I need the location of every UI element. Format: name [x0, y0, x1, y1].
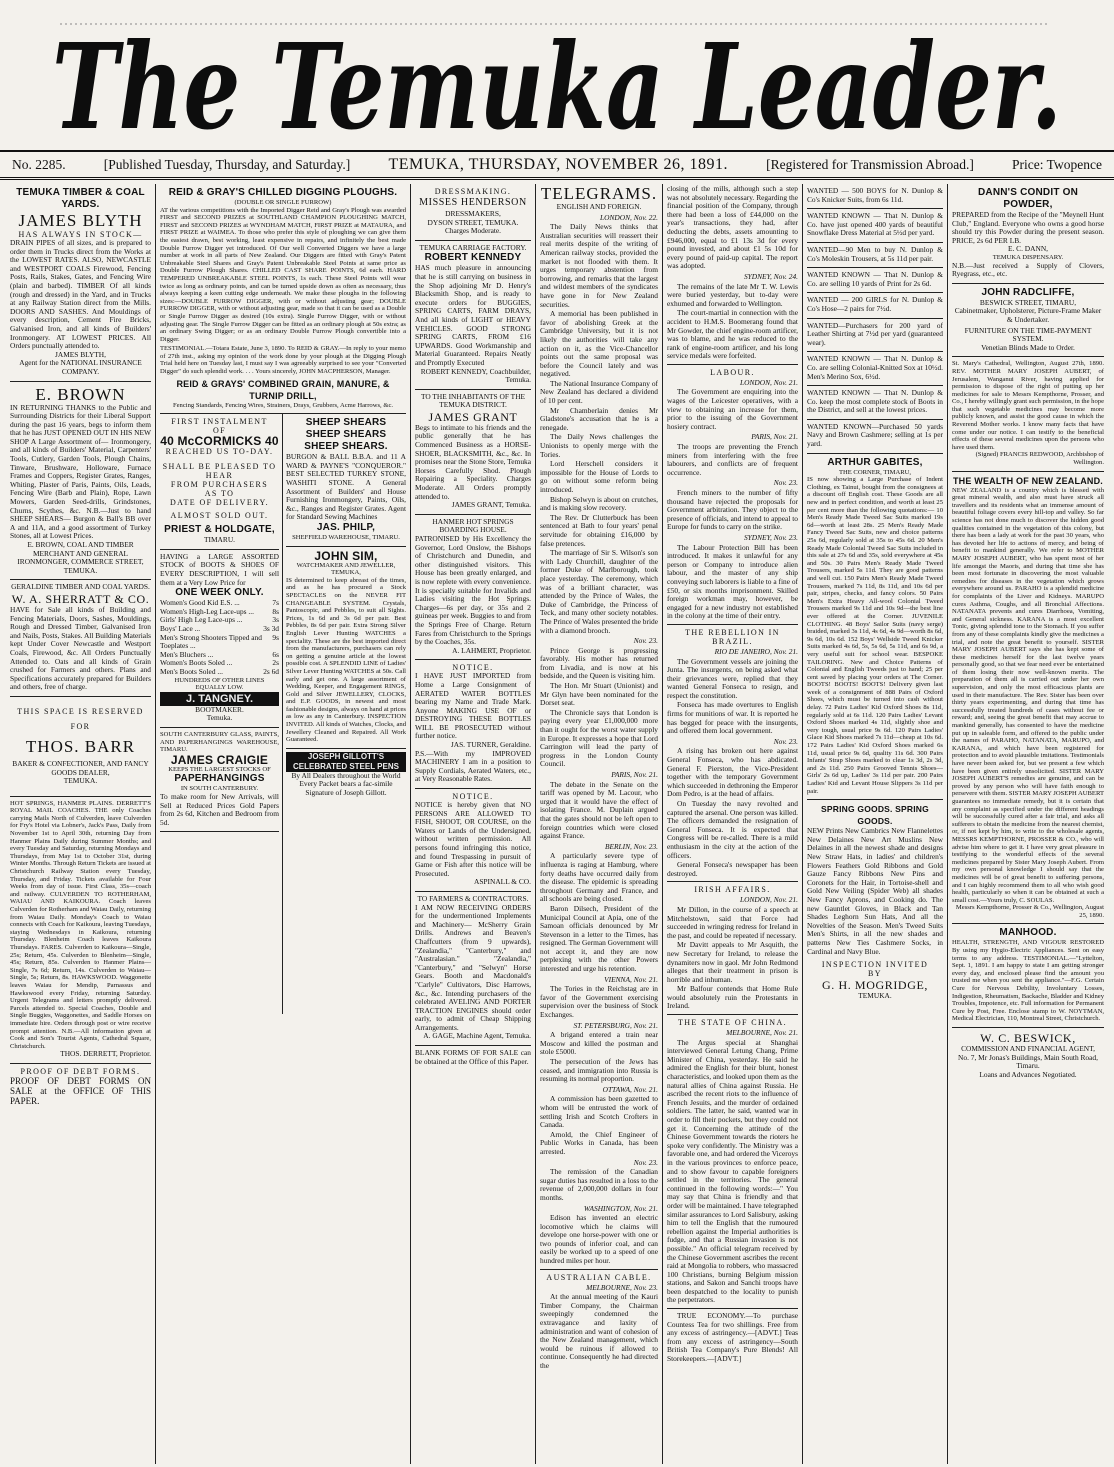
ad-charges: Charges Moderate.: [444, 226, 502, 236]
advertiser-name: MISSES HENDERSON: [419, 197, 527, 208]
ad-body: AT the various competitions with the Imported Digger Reid and Gray's Plough was awarded FIRST and SECOND PRIZES at SOUTHLAND CHAMPION PLOUGHING MATCH, FIRST and SECOND PRIZES at WYNDHAM MATCH, FIRST PRIZE at MATAURA, and FIRST PRIZE at WAIMEA. To those who prefer this style of ploughing we can give them the easiest drawn, best working, least expensive in repairs, and infinitely the best made Double Furrow Digger yet introduced. Of Our well Converted Diggers we have a large number at work in all parts of New Zealand. Our Diggers are fitted with Gray's Patent Unbreakable Steel Shares and Gray's Patent Unbreakable Steel Points at same price as Double Furrow Plough Shares. CHILLED CAST SHARE POINTS, 6d each. HARD TEMPERED UNBREAKABLE STEEL POINTS, 1s each. These Steel Points will wear twice as long as ordinary points, and can be turned upside down as often as necessary, thus always keeping a keen cutting edge underneath. We make these ploughs in the following sizes:—DOUBLE FURROW DIGGER, with or without adjusting gear; DOUBLE FURROW DIGGER, with or without adjusting gear, made so that it can be used as a Double or Single Furrow Digger as desired (10s extra). Single Furrow Digger, with or without adjusting gear. The Single Furrow Digger can be fitted as an ordinary plough at 50s extra; as an ordinary Swing Digger; or as an ordinary Double Furrow Plough convertible into a Digger.: [160, 206, 406, 343]
article-paragraph: The court-martial in connection with the accident to H.M.S. Boomerang found that Mr Gowder, the chief engine-room artificer, was to blame, and he was reduced to the rank of engine-room artificer, and his long service medals were forfeited.: [667, 308, 798, 361]
ad-body: HOT SPRINGS, HANMER PLAINS. DERRETT'S ROYAL MAIL COACHES. THE only Coaches carrying Mails North of Culverden, leave Culverden for Fry's Hotel via Lobner's, Jack's Pass, Daily from November 1st to April 30th, returning Day from Hanmer Plains Daily during Summer Months; and every Tuesday and Saturday, returning Mondays and Thursdays, from May 1st to October 31st, during Winter Months. Through Return Tickets are issued at Christchurch Railway Station every Tuesday, Thursday, and Friday. Tickets available for Four Weeks from day of issue. First Class, 35s—coach and railway. CULVERDEN TO ROTHERHAM, WAIAU AND KAIKOURA. Coach leaves Culverden for Rotherham and Waiau Daily, returning from Waiau Daily. Monday's Coach to Waiau connects with Coach for Kaikoura, leaving Tuesdays, staying Wednesdays in Kaikoura, returning Thursday. Blenheim Coach leaves Kaikoura Thursdays. FARES. Culverden to Kaikoura—Single, 25s; Return, 45s. Culverden to Blenheim—Single, 45s; Return, 85s. Culverden to Hanmer Plains—Single, 7s 6d; Return, 14s. Culverden to Waiau—Single, 5s; Return, 8s. HAWKSWOOD. Waggonette leaves Waiau for Mendip, Parnassus and Hawkswood every Friday, returning Saturday. Urgent Telegrams and letters promptly delivered. Parcels attended to. Special Coaches, Double and Single Buggies, Waggonettes, and Saddle Horses on immediate hire. Orders through post or wire receive prompt attention. N.B.—All information given at Cook and Son's Tourist Agents, Cathedral Square, Christchurch.: [10, 799, 151, 1050]
ad-reid-gray: [160, 184, 406, 414]
item-label: Men's Boots Soled ...: [160, 666, 223, 676]
ad-mogridge: [807, 800, 943, 1005]
ad-subheading: (DOUBLE OR SINGLE FURROW): [234, 199, 332, 206]
article-paragraph: The remission of the Canadian sugar duties has resulted in a loss to the revenue of 2,000,000 dollars in four months.: [540, 1167, 658, 1202]
advertiser-name: JOHN SIM,: [314, 548, 378, 563]
ad-signature: JAS. TURNER, Geraldine.: [450, 740, 531, 750]
ad-body: HAS much pleasure in announcing that he is still carrying on business in the Shop adjoining Mr D. Henry's Blacksmith Shop, and is ready to execute orders for BUGGIES, SPRING CARTS, FARM DRAYS, And all kinds of LIGHT or HEAVY VEHICLES. GOOD STRONG SPRING CARTS, FROM £16 UPWARDS. Good Workmanship and Material Guaranteed. Repairs Neatly and Promptly Executed: [415, 263, 531, 367]
article-paragraph: Mr Balfour contends that Home Rule would absolutely ruin the Protestants in Ireland.: [667, 984, 798, 1011]
ad-nb: N.B.—Just received a Supply of Clovers, Ryegrass, etc., etc.: [952, 260, 1104, 279]
ad-heading-2: REID & GRAYS' COMBINED GRAIN, MANURE, & TURNIP DRILL,: [176, 378, 390, 401]
ad-body: HEALTH, STRENGTH, AND VIGOUR RESTORED By using my Hygio-Electric Appliances. Sent on easy terms to any address. TESTIMONIAL.—"Lyttelton, Sept. 1, 1891. I am happy to state I am getting stronger every day, and enclosed please find the amount you trusted me when you sent the appliance."—F.G. Certain Cure for Nervous Debility, Involuntary Losses, Indigestion, Rheumatism, Backache, Bladder and Kidney Troubles, Impotence, etc. Full information for Permanent Cure by Post, Free. Enclose stamp to W. NOYTMAN, Medical Electrician, 110, Montreal Street, Christchurch.: [952, 939, 1104, 1023]
dateline: Nov. 23.: [633, 636, 658, 646]
ad-signature: A. GAGE, Machine Agent, Temuka.: [423, 1031, 531, 1041]
dateline: OTTAWA, Nov. 21.: [602, 1084, 658, 1094]
ad-keeps: KEEPS THE LARGEST STOCKS OF: [168, 765, 271, 773]
advertiser-name: JAS. PHILP,: [316, 522, 376, 533]
ad-testimonial: TESTIMONIAL.—Totara Estate, June 3, 1890. To REID & GRAY.—In reply to your memo of 27th inst., asking my opinion of the work done by your plough at the Digging Plough Trial held here on Tuesday last, I must say I was agreeably surprised to see your "Converted Digger" do such splendid work. . . . Yours sincerely, JOHN MACPHERSON, Manager.: [160, 345, 406, 376]
ad-town: TIMARU.: [204, 535, 235, 545]
column-2-left: [160, 414, 283, 1014]
dateline: BERLIN, Nov. 23.: [604, 841, 658, 851]
ad-date: DATE OF DELIVERY.: [170, 498, 269, 508]
article-paragraph: The Daily News thinks that Australian securities will reassert their real merits despite of the writing of American railway stocks, provided the market is not flooded with them. It urges temporary abstention from borrowing, and remarks that the largest and wildest members of the syndicates have gone in for New Zealand securities.: [540, 222, 658, 309]
article-paragraph: Arnold, the Chief Engineer of Public Works in Canada, has been arrested.: [540, 1129, 658, 1156]
article-paragraph: The Argus special at Shanghai interviewed General Letung Chang, Prime Minister of China, yesterday. He said he admired the English for their blunt, honest characteristics, and looked upon them as the natural allies of China against Russia. He ascribed the recent riots to the influence of French Jesuits, and the murder of ordained soldiers. The latter, he said, wanted war in order to fill their pockets, but they could not get it. Concerning the attitude of the Chinese Government towards the rioters he spoke very confidently. The Ministry was a favorable one, and had ordered the Viceroys in the various provinces to enforce peace, and to show favour to capable foreigners settled in the territories. The general continued in the following words:—" You may say that China is friendly and that order will be maintained. I have telegraphed similar assurances to Lord Salisbury, asking him to tell the English that the rumoured rebellion against the Imperial authorities is fudge, and that a Russian invasion is not possible." An official telegram received by the Chinese Government ascribes the recent raid at Mongolia to robbers, who massacred 100 Christians, burning Belgium mission stations, and Sakon and Sanchi troops have been despatched to the locality to punish the perpetrators.: [667, 1037, 798, 1305]
section-heading-china: THE STATE OF CHINA.: [677, 1018, 788, 1028]
ad-heading: TEMUKA TIMBER & COAL YARDS.: [16, 187, 145, 210]
ad-barr: [10, 697, 151, 797]
item-label: Boys' Lace ...: [160, 624, 201, 633]
ad-agent: Agent for the NATIONAL INSURANCE COMPANY.: [19, 358, 142, 376]
ad-heading: DANN'S CONDIT ON POWDER,: [977, 187, 1079, 210]
issue-info-bar: [0, 150, 1114, 180]
divider: [667, 624, 798, 625]
ad-blank-forms: [415, 1046, 531, 1070]
advertiser-name: ARTHUR GABITES,: [827, 456, 923, 468]
ad-henderson: [415, 184, 531, 241]
ad-body: DRAIN PIPES of all sizes, and is prepared to order them in Trucks direct from the Works at the LOWEST RATES. ALSO, NEWCASTLE and WESTPORT COALS Firewood, Fencing Posts, Rails, Stakes, Gates, and Fencing Wire (plain and barbed). TIMBER Of all kinds (rough and dressed) in the Yard, and in Trucks at any Railway Station direct from the Mills. DOORS AND SASHES. And Mouldings of every description, Cement Fire Bricks, Galvanised Iron, and all kinds of Builders' Ironmongery. AT LOWEST PRICES. All Orders punctually attended to.: [10, 238, 151, 351]
advertiser-name: JOHN RADCLIFFE,: [981, 286, 1075, 298]
ad-manhood: [952, 924, 1104, 1028]
advertiser-name: JAMES BLYTH: [18, 211, 143, 230]
item-label: Men's Strong Shooters Tipped and Toeplates ...: [160, 632, 262, 651]
advertiser-name: W. C. BESWICK,: [980, 1031, 1076, 1045]
article-paragraph: A rising has broken out here against General Fonseca, who has abdicated. General F. Pierston, the Vice-President together with the temporary Government which succeeded in dethroning the Emperor Dom Pedro, is at the head of affairs.: [667, 746, 798, 799]
ad-body: I HAVE JUST IMPORTED from Home a Large Consignment of AERATED WATER BOTTLES bearing my Name and Trade Mark. Anyone MAKING USE OF or DESTROYING THESE BOTTLES WILL BE PROSECUTED without further notice.: [415, 671, 531, 741]
ad-reached: REACHED US TO-DAY.: [165, 447, 274, 457]
section-heading-irish: IRISH AFFAIRS.: [694, 885, 771, 895]
section-heading-labour: LABOUR.: [710, 367, 755, 377]
dateline: PARIS, Nov. 21.: [751, 432, 798, 442]
advertiser-name: THOS. BARR: [25, 736, 136, 756]
ad-as: AS TO: [204, 489, 235, 499]
article-paragraph: Fonseca has made overtures to English firms for munitions of war. It is reported he has begged for peace with the insurgents, and offered them local government.: [667, 700, 798, 736]
item-price: 7s: [272, 598, 279, 608]
ad-trade: Cabinetmaker, Upholsterer, Picture-Frame Maker & Undertaker.: [954, 306, 1102, 324]
masthead-title: The Temuka Leader.: [52, 17, 1062, 150]
article-paragraph: Lord Herschell considers it impossible for the House of Lords to go on without some reform being introduced.: [540, 459, 658, 494]
article-paragraph: At the annual meeting of the Kauri Timber Company, the Chairman sweepingly condemned the extravagance and laxity of administration and want of cohesion of the New Zealand management, which would be ruinous if allowed to continue. Consequently he had directed the: [540, 1292, 658, 1370]
ad-wanted-4: [807, 268, 943, 293]
ad-town: Temuka.: [206, 713, 233, 723]
ad-heading: JOSEPH GILLOTT'S CELEBRATED STEEL PENS: [286, 752, 406, 772]
ad-heading: TO THE INHABITANTS OF THE TEMUKA DISTRICT.: [420, 391, 526, 410]
ad-invited: INSPECTION INVITED: [821, 960, 929, 970]
ad-body: NEW Prints New Cambrics New Flannelettes New Delaines New Art Muslins New Delaines in all the newest shade and designs New Straw Hats, in ladies' and children's Flowers Feathers Gold Ribbons and Gold Gauze Fancy Ribbons New Pins and Coronets for the Hair, in Tortoise-shell and Gold New Veiling (Spider Web) all shades New Fancy Aprons, and Cooking do. The new Gauntlet Gloves, in Black and Tan Shades Leghorn Sun Hats, And all the Novelties of the Season. Men's Tweed Suits Men's Shirts, in all the new shades and patterns New Ties Cashmere Socks, in Cardinal and Navy Blue.: [807, 826, 943, 956]
section-heading-brazil: THE REBELLION IN BRAZIL.: [685, 627, 780, 646]
ad-heading: TO FARMERS & CONTRACTORS.: [417, 893, 529, 903]
wanted-notice: WANTED — 500 BOYS for N. Dunlop & Co's Knicker Suits, from 6s 11d.: [807, 186, 943, 204]
dateline: LONDON, Nov. 21.: [740, 895, 798, 905]
advertiser-name: G. H. MOGRIDGE,: [822, 978, 928, 993]
ad-body: HAVE for Sale all kinds of Building and Fencing Materials, Doors, Sashes, Mouldings, Rough and Dressed Timber, Galvanised Iron and Nails, Posts, Stakes. All Building Materials kept Under Cover Newcastle and Westport Coals, Firewood, &c. All Orders Punctually Attended to. Oats and all kinds of Grain crushed for Farmers and others. Plans and Specifications accurately prepared for Builders and others, free of charge.: [10, 604, 151, 692]
divider: [667, 1308, 798, 1309]
article-paragraph: The marriage of Sir S. Wilson's son with Lady Churchill, daughter of the former Duke of Marlborough, took place yesterday. The ceremony, which was of a brilliant character, was attended by the Prince of Wales, the Duke of Cambridge, the Princess of Teck, and many other society notables. The Prince of Wales presented the bride with a diamond brooch.: [540, 548, 658, 635]
article-paragraph: A commission has been gazetted to whom will be entrusted the work of settling Irish and Scotch Crofters in Canada.: [540, 1094, 658, 1130]
publication-days: [Published Tuesday, Thursday, and Saturday.]: [103, 156, 351, 172]
ad-body: HAVING a LARGE ASSORTED STOCK of BOOTS & SHOES OF EVERY DESCRIPTION, I will sell them at a Very Low Price for: [160, 551, 279, 587]
ad-wanted-5: [807, 293, 943, 318]
columns: [6, 184, 1108, 1464]
ad-body: IN RETURNING THANKS to the Public and Surrounding Districts for their Liberal Support during the past 16 years, begs to inform them that he has JUST OPENED OUT IN HIS NEW SHOP A Large Assortment of— Ironmongery, and all kinds of Builders' Material, Carpenters' Tools, Cutlery, Garden Tools, Plough Chains, Tinware, Brushware, Holloware, Furnace Frames and Coppers, Register Grates, Ranges, Whiting, Plaster of Paris, Paints, Oils, Leads, Fencing Wire (Barb and Plain), Rope, Lawn Mowers, Garden Seed-drills, Grindstones, Churns, Scythes, &c. N.B.—Just to hand SHEEP SHEARS— Burgon & Ball's BB over A and 11A, and a good assortment of Turkey Stones, all at Lowest Prices.: [10, 402, 151, 541]
item-label: Men's Bluchers ...: [160, 649, 214, 659]
article-paragraph: The remains of the late Mr T. W. Lewis were buried yesterday, but to-day were exhumed and forwarded to Wellington.: [667, 281, 798, 308]
ad-wanted-2: [807, 209, 943, 243]
article-paragraph: The persecution of the Jews has ceased, and immigration into Russia is resuming its normal proportion.: [540, 1057, 658, 1084]
article-paragraph: The Government are enquiring into the wages of the Leicester operatives, with a view to obtaining an increase for them, prior to the issuing of the Government hosiery contract.: [667, 387, 798, 431]
item-price: 8s: [272, 606, 279, 616]
ad-hanmer-house: [415, 515, 531, 661]
item-price: 6s: [272, 649, 279, 659]
divider: [667, 881, 798, 882]
ad-heading: HANMER HOT SPRINGS BOARDING HOUSE.: [432, 516, 514, 535]
wanted-notice: WANTED KNOWN — That N. Dunlop & Co. have just opened 400 yards of beautiful Snowflake Dress Material at 5½d per yard.: [807, 211, 943, 238]
article-paragraph: Bishop Selwyn is about on crutches, and is making slow recovery.: [540, 494, 658, 513]
article-paragraph: The Labour Protection Bill has been introduced. It makes it unlawful for any person or Company to introduce alien labour, and the master of any ship conveying such laborers is liable to a fine of £50, or six months imprisonment. Skilled foreign workman may, however, be engaged for a new industry not established in the colony at the time of their entry.: [667, 542, 798, 621]
ad-turner-notice: [415, 660, 531, 789]
ad-week: ONE WEEK ONLY.: [175, 587, 264, 599]
ad-body: By All Dealers throughout the World Every Packet bears a fac-simile Signature of Joseph Gillott.: [291, 770, 401, 798]
ad-in: IN SOUTH CANTERBURY.: [180, 785, 259, 793]
ad-for: FOR: [70, 721, 91, 731]
divider: [667, 364, 798, 365]
ad-heading: SPRING GOODS. SPRING GOODS.: [821, 804, 929, 827]
ad-town: TEMUKA.: [63, 776, 98, 786]
ad-body: BLANK FORMS OF FOR SALE can be obtained at the Office of this Paper.: [415, 1048, 531, 1066]
ad-body: PATRONISED by His Excellency the Governor, Lord Onslow, the Bishops of Christchurch and Dunedin, and other distinguished visitors. This House has been greatly enlarged, and is now replete with every convenience. It is specially suitable for Invalids and Ladies visiting the Hot Springs. Charges—6s per day, or 35s and 2 guineas per week. Buggies to and from the Springs Free of Charge. Return Fares from Christchurch to the Springs by the Coaches, 35s.: [415, 534, 531, 647]
article-paragraph: A particularly severe type of influenza is raging at Hamburg, where forty deaths have occurred daily from the disease. The epidemic is spreading throughout Germany and France, and all schools are being closed.: [540, 851, 658, 904]
ad-signature: Messrs Kempthorne, Prosser & Co., Wellington, August 25, 1890.: [955, 904, 1104, 919]
article-paragraph: The Chronicle says that London is paying every year £1,000,000 more than it ought for the worst water supply in Europe. It expresses a hope that Lord Carrington will lead the party of progress in the London County Council.: [540, 707, 658, 769]
article-paragraph: The Rev. Dr Clutterbuck has been sentenced at Bath to four years' penal servitude for obtaining £16,000 by false pretences.: [540, 512, 658, 548]
article-paragraph: Mr Dillon, in the course of a speech at Mitchelstown, said that Force had succeeded in wringing redress for Ireland in the past, and could be repeated if necessary.: [667, 904, 798, 940]
article-paragraph: Prince George is progressing favorably. His mother has returned from Livadia, and is now at his bedside, and the Queen is visiting him.: [540, 645, 658, 681]
column-2: [156, 184, 411, 1464]
ad-subheading-2: Fencing Standards, Fencing Wires, Strainers, Drays, Grubbers, Acme Harrows, &c.: [172, 401, 394, 409]
article-paragraph: French miners to the number of fifty thousand have rejected the proposals for Government arbitration. They object to the presence of officials, and intend to appeal to Europe for funds to carry on the strike.: [667, 488, 798, 532]
item-label: Girls' High Leg Lace-ups ...: [160, 615, 243, 625]
article-paragraph: On Tuesday the navy revolted and captured the arsenal. One person was killed. The officers demanded the resignation of General Fonseca. It is expected that Congress will be re-called. There is a mild enthusiasm in the city at the action of the officers.: [667, 799, 798, 860]
ad-mccormicks: [160, 414, 279, 550]
ad-signature: E. C. DANN,: [1007, 244, 1049, 254]
ad-trade: WATCHMAKER AND JEWELLER, TEMUKA,: [296, 561, 396, 577]
ad-signature: (Signed) FRANCIS REDWOOD, Archbishop of Wellington.: [975, 451, 1104, 467]
ad-signature: PRIEST & HOLDGATE,: [164, 524, 275, 536]
masthead: [0, 0, 1114, 150]
item-price: 2s: [272, 658, 279, 668]
ad-trade: COMMISSION AND FINANCIAL AGENT,: [961, 1044, 1095, 1053]
ad-heading: GERALDINE TIMBER AND COAL YARDS.: [11, 582, 150, 592]
ad-signature: ROBERT KENNEDY, Coachbuilder, Temuka.: [420, 366, 531, 385]
ad-wanted-3: [807, 243, 943, 268]
ad-body: NOTICE is hereby given that NO PERSONS ARE ALLOWED TO FISH, SHOOT, OR COURSE, on the Waters or Lands of the Undersigned, without written permission. All persons found infringing this notice, and found Trespassing in pursuit of Game or Fish after this notice will be Prosecuted.: [415, 800, 531, 878]
ad-gabites: [807, 454, 943, 801]
ad-heading-1: SHEEP SHEARS: [305, 417, 387, 429]
ad-shall: SHALL BE PLEASED TO HEAR: [162, 462, 277, 481]
ad-aspinall-notice: [415, 789, 531, 892]
ad-body: BURGON & BALL B.B.A. and 11 A WARD & PAYNE'S "CONQUEROR." BEST SELECTED TURKEY STONE, WASHITI STONE. A General Assortment of Builders' and House Furnishing Ironmongery, Paints, Oils, &c., Ranges and Register Grates. Agent for Standard Sewing Machines: [286, 452, 406, 522]
ad-body: I AM NOW RECEIVING ORDERS for the undermentioned Implements and Machinery— McSherry Grain Drills. Andrews and Beaven's Chaffcutters (from 9 upwards), "Zealandia," "Canterbury," and "Australasian." "Zealandia," "Canterbury," and "Selwyn" Horse Gears. Booth and Macdonald's "Carlyle" Cultivators, Disc Harrows, &c., &c. Intending purchasers of the celebrated AVELING AND PORTER TRACTION ENGINES should order early, to admit of Cheap Shipping Arrangements.: [415, 902, 531, 1032]
ad-body: PROOF OF DEBT FORMS ON SALE at the OFFICE OF THIS PAPER.: [10, 1075, 151, 1106]
article-paragraph: A brigand entered a train near Moscow and killed the postman and stole £5000.: [540, 1030, 658, 1057]
column-1: [6, 184, 156, 1464]
dateline: MELBOURNE, Nov. 21.: [726, 1028, 798, 1038]
dateline: SYDNEY, Nov. 23.: [743, 532, 798, 542]
column-4: [536, 184, 663, 1464]
masthead-logo: [0, 0, 1114, 150]
ad-craigie: [160, 728, 279, 832]
column-6: [803, 184, 948, 1464]
ad-wanted-6: [807, 319, 943, 353]
ad-body: IS determined to keep abreast of the times, and as he has procured a Stock SPECTACLES on the NEVER FIT CHANGEABLE SYSTEM. Crystals, Pantoscopic, and Pebbles, to suit all Sights. Prices, 1s 6d and 3s 6d per pair. Best Pebbles, 8s 6d per pair. Extra Strong Silver English Lever Hunting WATCHES a speciality. These are the best imported direct from the manufacturers, purchasers can rely on getting a genuine article at the lowest possible cost. A SPLENDID LINE of Ladies' Silver Lever Hunting WATCHES at 50s. Call early and get one. A large assortment of Wedding, Keeper, and Engagement RINGS, Gold and Silver JEWELLERY, CLOCKS, and E.P. GOODS, in newest and most fashionable designs, always on hand at prices as low as any in Canterbury. INSPECTION INVITED. All kinds of Watches, Clocks, and Jewellery Cleaned and Repaired. All Work Guaranteed.: [286, 576, 406, 744]
item-label: Women's Boots Soled ...: [160, 658, 233, 668]
column-2-right: [283, 414, 406, 1014]
ad-heading: 40 McCORMICKS 40: [160, 434, 279, 449]
advertiser-name-banner: J. TANGNEY.: [160, 692, 279, 706]
ad-heading-3: SHEEP SHEARS.: [304, 441, 388, 453]
ad-subheading: HAS ALWAYS IN STOCK—: [18, 230, 143, 239]
dateline: WASHINGTON, Nov. 21.: [583, 1203, 658, 1213]
ad-signature: A. LAHMERT, Proprietor.: [452, 645, 531, 655]
item-label: Women's Good Kid E.S. ...: [160, 598, 240, 608]
ad-body: Begs to intimate to his friends and the public generally that he has Commenced Business as a HORSE-SHOER, BLACKSMITH, &c., &c. In promises near the Stone Store, Temuka Horses Carefully Shod. Plough Repairing a Speciality. Charges Moderate. All Orders promptly attended to.: [415, 422, 531, 501]
ad-body: NEW ZEALAND is a country which is blessed with great mineral wealth, and also must have struck all travellers and its residents what an immense amount of beautiful foliage covers every hill-top and valley. So far science has not done much to discover the hidden good qualities contained in the vegetation of this colony, but there has been a lady at work for the past 30 years, who has devoted her life to actions of mercy, and being of benefit to mankind generally. We refer to MOTHER MARY JOSEPH AUBERT, who has spent most of her life amongst the Maoris, and during that time she has been most fortunate in discovering the most valuable remedies for diseases in the vegetation which grows everywhere around us. PARAHO is a splendid medicine for complaints of the Liver and Kidneys. MARUPO cures Asthma, Coughs, and all Bronchial Affections. NATANATA prevents and cures Diarrhoea, Vomiting, and General sickness. KARANA is a most excellent Tonic, giving splendid tone to the Stomach. If you suffer from any of these complaints kindly give the medicines a trial, and note the great benefit to yourself. SISTER MARY JOSEPH AUBERT says she has kept some of these medicines herself for the last twelve years personally good, so that we fear need ever be entertained of them losing their now well-known merits. The preparation of them all is carried out under her own supervision, and only the most efficacious plants are used in their manufacture. The Rev. Sister has been over thirty years experimenting, and during that time has successfully treated hundreds of cases without fee or reward; and, seeing the great benefit that may accrue to mankind generally, has consented to have the medicine put up in saleable form, and offered to the public under the names of PARAHO, NATANATA, MARUPO, and KARANA, and which have been registered for protection and to avoid plausible imitations. Testimonials have never been asked for, but we present a few which have been given entirely unsolicited. SISTER MARY JOSEPH AUBERT'S remedies are genuine, and can be proved by any person who will have faith enough to persevere with them. SISTER MARY JOSEPH AUBERT guarantees no immediate remedy, but it is certain that any complaint as specified under the different headings will be successfully cured after a fair trial, and asks all sufferers to obtain the medicine from the nearest chemist, or, if not kept by him, to write to the wholesale agents, MESSRS KEMPTHORNE, PROSSER & CO., who will advise him where to get it. I have very great pleasure in testifying to the wonderful effects of the several medicines prepared by Sister Mary Joseph Aubert. From my own personal knowledge I should say that the medicines will be of great benefit to suffering persons, and I can highly recommend them to all who wish good health, particularly so when it can be obtained at such a small cost.—Yours truly, C. SOULAS.: [952, 486, 1104, 904]
dateline: LONDON, Nov. 22.: [600, 212, 658, 222]
ad-address: THE CORNER, TIMARU,: [838, 468, 912, 476]
article-paragraph: closing of the mills, although such a step was not absolutely necessary. Regarding the financial position of the Company, through there had been a loss of £44,000 on the year's transactions, they had, after deducting the debts, assets amounting to £946,000, equal to £1 13s 3d for every pound invested, and about £1 5s 10d for every pound of paid-up capital. The report was adopted.: [667, 184, 798, 271]
article-paragraph: A memorial has been published in favor of abolishing Greek at the Cambridge University, but it is not likely the authorities will take any action on it, as the Vice-Chancellor points out the same proposal was before the Council lately and was negatived.: [540, 309, 658, 379]
dateline: Nov. 23.: [773, 478, 798, 488]
ad-trade: DRESSMAKERS,: [445, 209, 501, 218]
item-price: 2s 6d: [263, 666, 279, 676]
item-price: 3s: [272, 615, 279, 625]
ad-by: BY: [868, 969, 882, 979]
ad-sold: ALMOST SOLD OUT.: [170, 511, 269, 521]
article-paragraph: The Hon. Mr Stuart (Unionist) and Mr Glyn have been nominated for the Dorset seat.: [540, 681, 658, 708]
ad-signature: JAMES BLYTH,: [55, 349, 106, 359]
ad-signature: E. BROWN, COAL AND TIMBER MERCHANT AND GENERAL IRONMONGER, COMMERCE STREET, TEMUKA.: [17, 540, 144, 575]
wanted-notice: WANTED—Purchasers for 200 yard of Leather Shirting at 7½d per yard (guaranteed wear).: [807, 320, 943, 347]
wanted-notice: WANTED—90 Men to buy N. Dunlop & Co's Moleskin Trousers, at 5s 11d per pair.: [807, 244, 943, 263]
ad-signature: ASPINALL & CO.: [473, 877, 531, 887]
article-paragraph: General Fonseca's newspaper has been destroyed.: [667, 860, 798, 878]
ad-tangney: [160, 550, 279, 728]
divider: [667, 1014, 798, 1015]
article-paragraph: The Daily News challenges the Unionists to openly merge with the Tories.: [540, 432, 658, 459]
ad-wanted-1: [807, 184, 943, 209]
ad-sheep-shears: [286, 414, 406, 546]
ad-dispensary: TEMUKA DISPENSARY.: [992, 253, 1064, 261]
dateline: SYDNEY, Nov. 24.: [743, 271, 798, 281]
ad-blyth-timber: [10, 184, 151, 382]
wanted-notice: WANTED KNOWN—Purchased 50 yards Navy and Brown Cashmere; selling at 1s per yard.: [807, 421, 943, 449]
wanted-notice: WANTED KNOWN — That N. Dunlop & Co. are selling 10 yards of Print for 2s 6d.: [807, 270, 943, 288]
ad-signature: JAMES GRANT, Temuka.: [451, 500, 531, 510]
ad-body: To make room for New Arrivals, will Sell at Reduced Prices Gold Papers from 2s 6d, Kitchen and Bedroom from 5d.: [160, 791, 279, 827]
ad-heading: NOTICE.: [452, 663, 494, 673]
dateline: VIENNA, Nov. 21.: [604, 974, 658, 984]
dateline: RIO DE JANEIRO, Nov. 21.: [714, 646, 798, 656]
section-heading-cable: AUSTRALIAN CABLE.: [546, 1272, 652, 1282]
ad-gillott-pens: [286, 749, 406, 802]
ad-ps: P.S.—With my IMPROVED MACHINERY I am in a position to Supply Cordials, Aerated Waters, etc., at Very Reasonable Rates.: [415, 748, 531, 784]
ad-address: No. 7, Mr Jonas's Buildings, Main South Road, Timaru.: [958, 1052, 1098, 1071]
issue-dateline: TEMUKA, THURSDAY, NOVEMBER 26, 1891.: [388, 155, 728, 173]
dateline: Nov. 23.: [633, 1157, 658, 1167]
dateline: PARIS, Nov. 21.: [611, 770, 658, 779]
ad-debt-forms: [10, 1064, 151, 1110]
article-paragraph: The troops are preventing the French miners from interfering with the free labourers, and conflicts are of frequent occurrence.: [667, 442, 798, 477]
issue-price: Price: Twopence: [1012, 156, 1102, 172]
ad-paper: PAPERHANGINGS: [174, 773, 265, 785]
article-paragraph: The National Insurance Company of New Zealand has declared a dividend of 10 per cent.: [540, 378, 658, 406]
ad-dann-powder: [952, 184, 1104, 284]
ad-heading: PROOF OF DEBT FORMS.: [20, 1066, 141, 1076]
ad-hundreds: HUNDREDS OF OTHER LINES EQUALLY LOW.: [174, 676, 265, 692]
ad-body: PREPARED from the Recipe of the "Meynell Hunt Club," England. Everyone who owns a good horse should try this Powder during the present season. PRICE, 2s 6d PER LB.: [952, 210, 1104, 245]
issue-number: No. 2285.: [12, 156, 66, 172]
article-paragraph: The debate in the Senate on the tariff was opened by M. Lacour, who urged that it would have the effect of isolating France. M. Duplain argued that the gates should not be left open to foreign countries which were closed against France.: [540, 779, 658, 841]
ad-archbishop-letter: [952, 357, 1104, 471]
ad-town: SHEFFIELD WAREHOUSE, TIMARU.: [292, 534, 400, 541]
item-price: 3s 3d: [263, 624, 279, 633]
ad-address: DYSON STREET, TEMUKA.: [427, 217, 519, 227]
ad-signature: THOS. DERRETT, Proprietor.: [60, 1049, 151, 1059]
ad-heading: NOTICE.: [452, 792, 494, 802]
advertiser-name: ROBERT KENNEDY: [424, 252, 522, 264]
advertiser-name: JAMES CRAIGIE: [170, 752, 269, 767]
ad-body: IS now showing a Large Purchase of Indent Clothing, ex Tainui, bought from the consignees at a discount off English cost. These Goods are all new and in perfect condition, and worth at least 25 per cent more than the following quotations:— 10 Men's Ready Made Tweed Sac Suits marked 19s 6d—worth at least 28s. 25 Men's Ready Made Fancy Tweed Sac Suits, new and choice patterns 25s 6d, regularly sold at 35s to 45s 6d. 20 Men's Ready Made Colonial Tweed Sac Suits included in this sale at 27s 6d and 35s, sold everywhere at 45s and 50s. 30 Pairs Men's Ready Made Tweed Trousers, marked 5s 11d. They are good patterns and well cut. 150 Pairs Men's Ready Made Tweed Trousers, marked 7s 11d, 8s 11d, and 10s 6d per pair, stripes, checks, and fancy colors. 50 Pairs Men's Extra Heavy All-wool Colonial Tweed Trousers marked 9s 11d and 10s 9d—the best line ever offered at the Corner. JUVENILE CLOTHING. 48 Boys' Sailor Suits (navy serge) braided, marked 3s 11d, 4s 6d, 4s 9d—worth 8s 6d, 9s 6d, 10s 6d. 152 Boys' Wellside Tweed Knicker Suits marked 4s 6d, 5s, 5s 6d, 5s 11d, and 6s 9d, a very useful suit for school wear. BESPOKE TAILORING. New and Choice Patterns of Colonial and English Tweeds just to hand; 25 per cent saved by placing your orders at The Corner. BOOTS! BOOTS! BOOTS! Delivery given last week of a consignment of 888 Pairs of Oxford Shoes, which must be turned into cash without delay. 72 Pairs Ladies' Kid Oxford Shoes 8s 11d, regularly sold at 6s 11d. 120 Pairs Ladies' Levant Oxford Shoes marked 4s 11d, slightly shoe and very tough, usual price 9s 6d. 120 Pairs Ladies' Glace Kid Shoes marked 7s 11d—cheap at 10s 6d. 172 Pairs Ladies' Kid Oxford Shoes marked 6s 11d, usual price 9s 6d, quality 11s 6d. 300 Pairs Infants' Strap Shoes marked to clear 1s 3d, 2s 3d, and 2s 11d. 250 Pairs Grooved Tennis Shoes—Girls' 2s 6d up, Ladies' 3s 11d per pair. 200 Pairs Ladies' Kid and Levant House Slippers 3s 11d per pair.: [807, 476, 943, 795]
column-5: [663, 184, 803, 1464]
ad-heading: TEMUKA CARRIAGE FACTORY.: [419, 242, 527, 252]
ad-heading: REID & GRAY'S CHILLED DIGGING PLOUGHS.: [168, 187, 398, 198]
section-heading-telegrams: TELEGRAMS.: [540, 184, 658, 203]
ad-wanted-8: [807, 386, 943, 420]
article-paragraph: Mr Davitt appeals to Mr Asquith, the new Secretary for Ireland, to release the dynamiters now in gaol. Mr John Redmond alleges that their treatment in prison is horrible and inhuman.: [667, 940, 798, 984]
column-2-split: [160, 414, 406, 1014]
ad-trade: BAKER & CONFECTIONER, AND FANCY GOODS DEALER,: [12, 758, 149, 777]
ad-heading: THE WEALTH OF NEW ZEALAND.: [952, 475, 1104, 486]
article-paragraph: Mr Chamberlain denies Mr Gladstone's accusation that he is a renegade.: [540, 405, 658, 432]
ad-body: St. Mary's Cathedral, Wellington, August 27th, 1890. REV. MOTHER MARY JOSEPH AUBERT, of Jerusalem, Wanganui River, having applied for permission to dispose of the right of putting up her medicines for sale to Messrs Kempthorne, Prosser, and Co., I hereby willingly grant such permission, in the hope that such vegetable medicines may become more publicly known, and assist the good cause in which the Reverend Mother works. I know many facts that have come under our notice. I can testify to the beneficial effects of these several medicines upon the persons who have used them.: [952, 360, 1104, 451]
ad-intro: THIS SPACE IS RESERVED: [17, 706, 144, 716]
ad-beswick: [952, 1028, 1104, 1083]
dateline: MELBOURNE, Nov. 23.: [586, 1282, 658, 1292]
dateline: Nov. 23.: [773, 736, 798, 746]
advertiser-name: JAMES GRANT: [428, 409, 518, 424]
ad-of: OF: [212, 426, 227, 436]
wanted-notice: WANTED — 200 GIRLS for N. Dunlop & Co's Hose—2 pairs for 7½d.: [807, 295, 943, 313]
advertiser-name: W. A. SHERRATT & CO.: [11, 591, 150, 606]
wanted-notice: WANTED KNOWN — That N. Dunlop & Co. are selling Colonial-Knitted Sox at 10½d. Men's Merino Sox, 6½d.: [807, 354, 943, 381]
ad-instalment: FIRST INSTALMENT: [171, 417, 268, 427]
ad-brown-ironmonger: [10, 382, 151, 581]
wanted-notice: WANTED KNOWN — That N. Dunlop & Co. keep the most complete stock of Boots in the District, and sell at the lowest prices.: [807, 388, 943, 415]
ad-pre: SOUTH CANTERBURY GLASS, PAINTS, AND PAPERHANGINGS WAREHOUSE, TIMARU.: [160, 730, 279, 754]
ad-sim-jeweller: [286, 547, 406, 749]
ad-gage-farmers: [415, 892, 531, 1046]
advertiser-name: E. BROWN: [35, 384, 126, 404]
item-price: 9s: [272, 632, 279, 642]
ad-trade: BOOTMAKER.: [195, 704, 244, 714]
divider: [540, 1269, 658, 1270]
ad-loans: Loans and Advances Negotiated.: [979, 1069, 1077, 1079]
ad-sherratt: [10, 580, 151, 697]
ad-heading: DRESSMAKING.: [434, 187, 512, 196]
section-subheading: ENGLISH AND FOREIGN.: [556, 202, 642, 211]
article-paragraph: Baron Dilsech, President of the Municipal Council at Apia, one of the Samoan officials denounced by Mr Stevenson in a letter to the Times, has resigned. The German Government will not accept it, and they are now perplexing with the other Powers interested and urge his retention.: [540, 903, 658, 974]
item-label: Women's High-Leg Lace-ups ...: [160, 606, 254, 616]
ad-heading-2: SHEEP SHEARS: [305, 429, 387, 441]
ad-blinds: Venetian Blinds Made to Order.: [981, 342, 1075, 352]
ad-town: TEMUKA.: [858, 991, 892, 1001]
article-paragraph: The Government vessels are joining the Junta. The insurgents, on being asked what their grievances were, replied that they wanted General Fonseca to resign, and respect the constitution.: [667, 656, 798, 700]
ad-wealth-nz: [952, 472, 1104, 925]
article-paragraph: Edison has invented an electric locomotive which he claims will develope one horse-power with one or two pounds of inferior coal, and can easily be worked up to a speed of one hundred miles per hour.: [540, 1213, 658, 1266]
ad-furniture: FURNITURE ON THE TIME-PAYMENT SYSTEM.: [964, 325, 1092, 344]
article-paragraph: The Tories in the Reichstag are in favor of the Government exercising supervision over the business of Stock Exchanges.: [540, 984, 658, 1020]
registration-note: [Registered for Transmission Abroad.]: [766, 156, 974, 172]
dateline: LONDON, Nov. 21.: [740, 377, 798, 387]
ad-wanted-7: [807, 352, 943, 386]
ad-from: FROM PURCHASERS: [170, 480, 269, 490]
ad-grant: [415, 390, 531, 515]
price-row: [160, 668, 279, 677]
dateline: ST. PETERSBURG, Nov. 21.: [573, 1020, 658, 1030]
price-list: [160, 599, 279, 676]
ad-address: BESWICK STREET, TIMARU,: [979, 297, 1077, 307]
price-row: [160, 634, 279, 651]
ad-wanted-9: [807, 420, 943, 454]
ad-radcliffe: [952, 284, 1104, 358]
column-3: [411, 184, 536, 1464]
ad-kennedy: [415, 241, 531, 390]
column-7: [948, 184, 1108, 1464]
ad-derrett-coaches: [10, 797, 151, 1064]
advertisement-note: TRUE ECONOMY.—To purchase Countess Tea for two shillings. Free from any excess of astringency.—[ADVT.] Teas from any excess of astringency—South British Tea Company's Pure Blends! All Storekeepers.—[ADVT.]: [667, 1311, 798, 1364]
ad-heading: MANHOOD.: [999, 927, 1057, 939]
